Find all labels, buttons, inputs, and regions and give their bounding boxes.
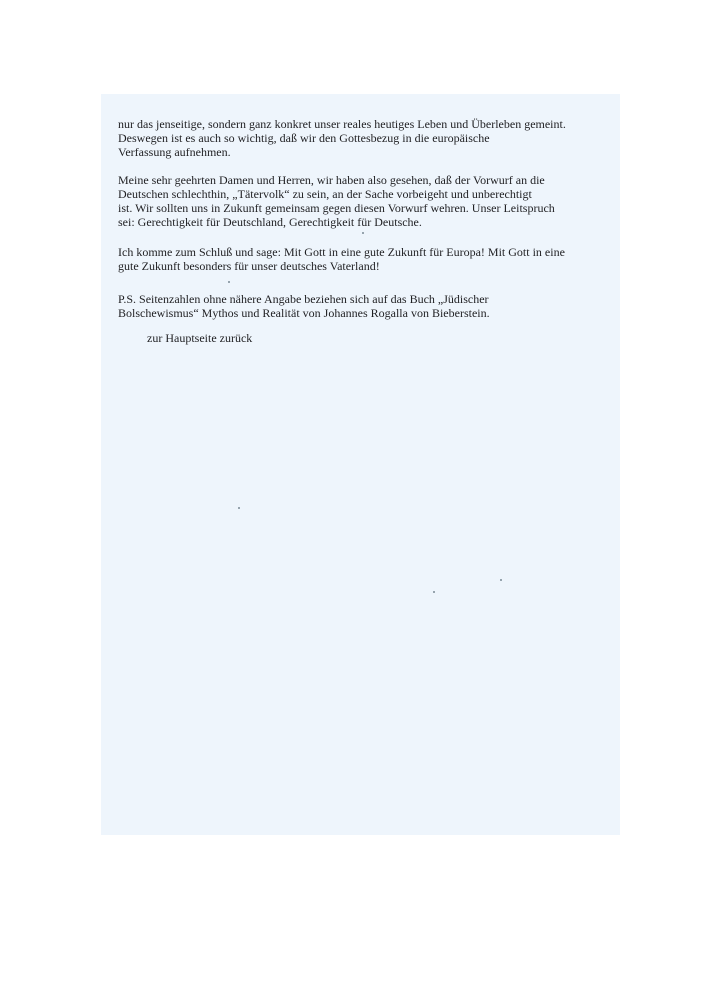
scan-speck [433, 591, 435, 593]
postscript-line: P.S. Seitenzahlen ohne nähere Angabe beziehen sich auf das Buch „Jüdischer [118, 292, 489, 306]
body-text-line: sei: Gerechtigkeit für Deutschland, Gerechtigkeit für Deutsche. [118, 215, 422, 229]
scan-speck [362, 232, 364, 234]
scan-speck [500, 579, 502, 581]
scan-speck [228, 281, 230, 283]
body-text-line: Deswegen ist es auch so wichtig, daß wir den Gottesbezug in die europäische [118, 131, 490, 145]
body-text-line: ist. Wir sollten uns in Zukunft gemeinsam gegen diesen Vorwurf wehren. Unser Leitspruch [118, 201, 555, 215]
scan-speck [238, 507, 240, 509]
body-text-line: Ich komme zum Schluß und sage: Mit Gott in eine gute Zukunft für Europa! Mit Gott in eine [118, 245, 565, 259]
body-text-line: gute Zukunft besonders für unser deutsches Vaterland! [118, 259, 380, 273]
body-text-line: Verfassung aufnehmen. [118, 145, 231, 159]
body-text-line: nur das jenseitige, sondern ganz konkret unser reales heutiges Leben und Überleben gemeint. [118, 117, 566, 131]
postscript-line: Bolschewismus“ Mythos und Realität von Johannes Rogalla von Bieberstein. [118, 306, 490, 320]
body-text-line: Meine sehr geehrten Damen und Herren, wir haben also gesehen, daß der Vorwurf an die [118, 173, 545, 187]
back-to-homepage-link[interactable]: zur Hauptseite zurück [147, 331, 253, 345]
body-text-line: Deutschen schlechthin, „Tätervolk“ zu sein, an der Sache vorbeigeht und unberechtigt [118, 187, 532, 201]
